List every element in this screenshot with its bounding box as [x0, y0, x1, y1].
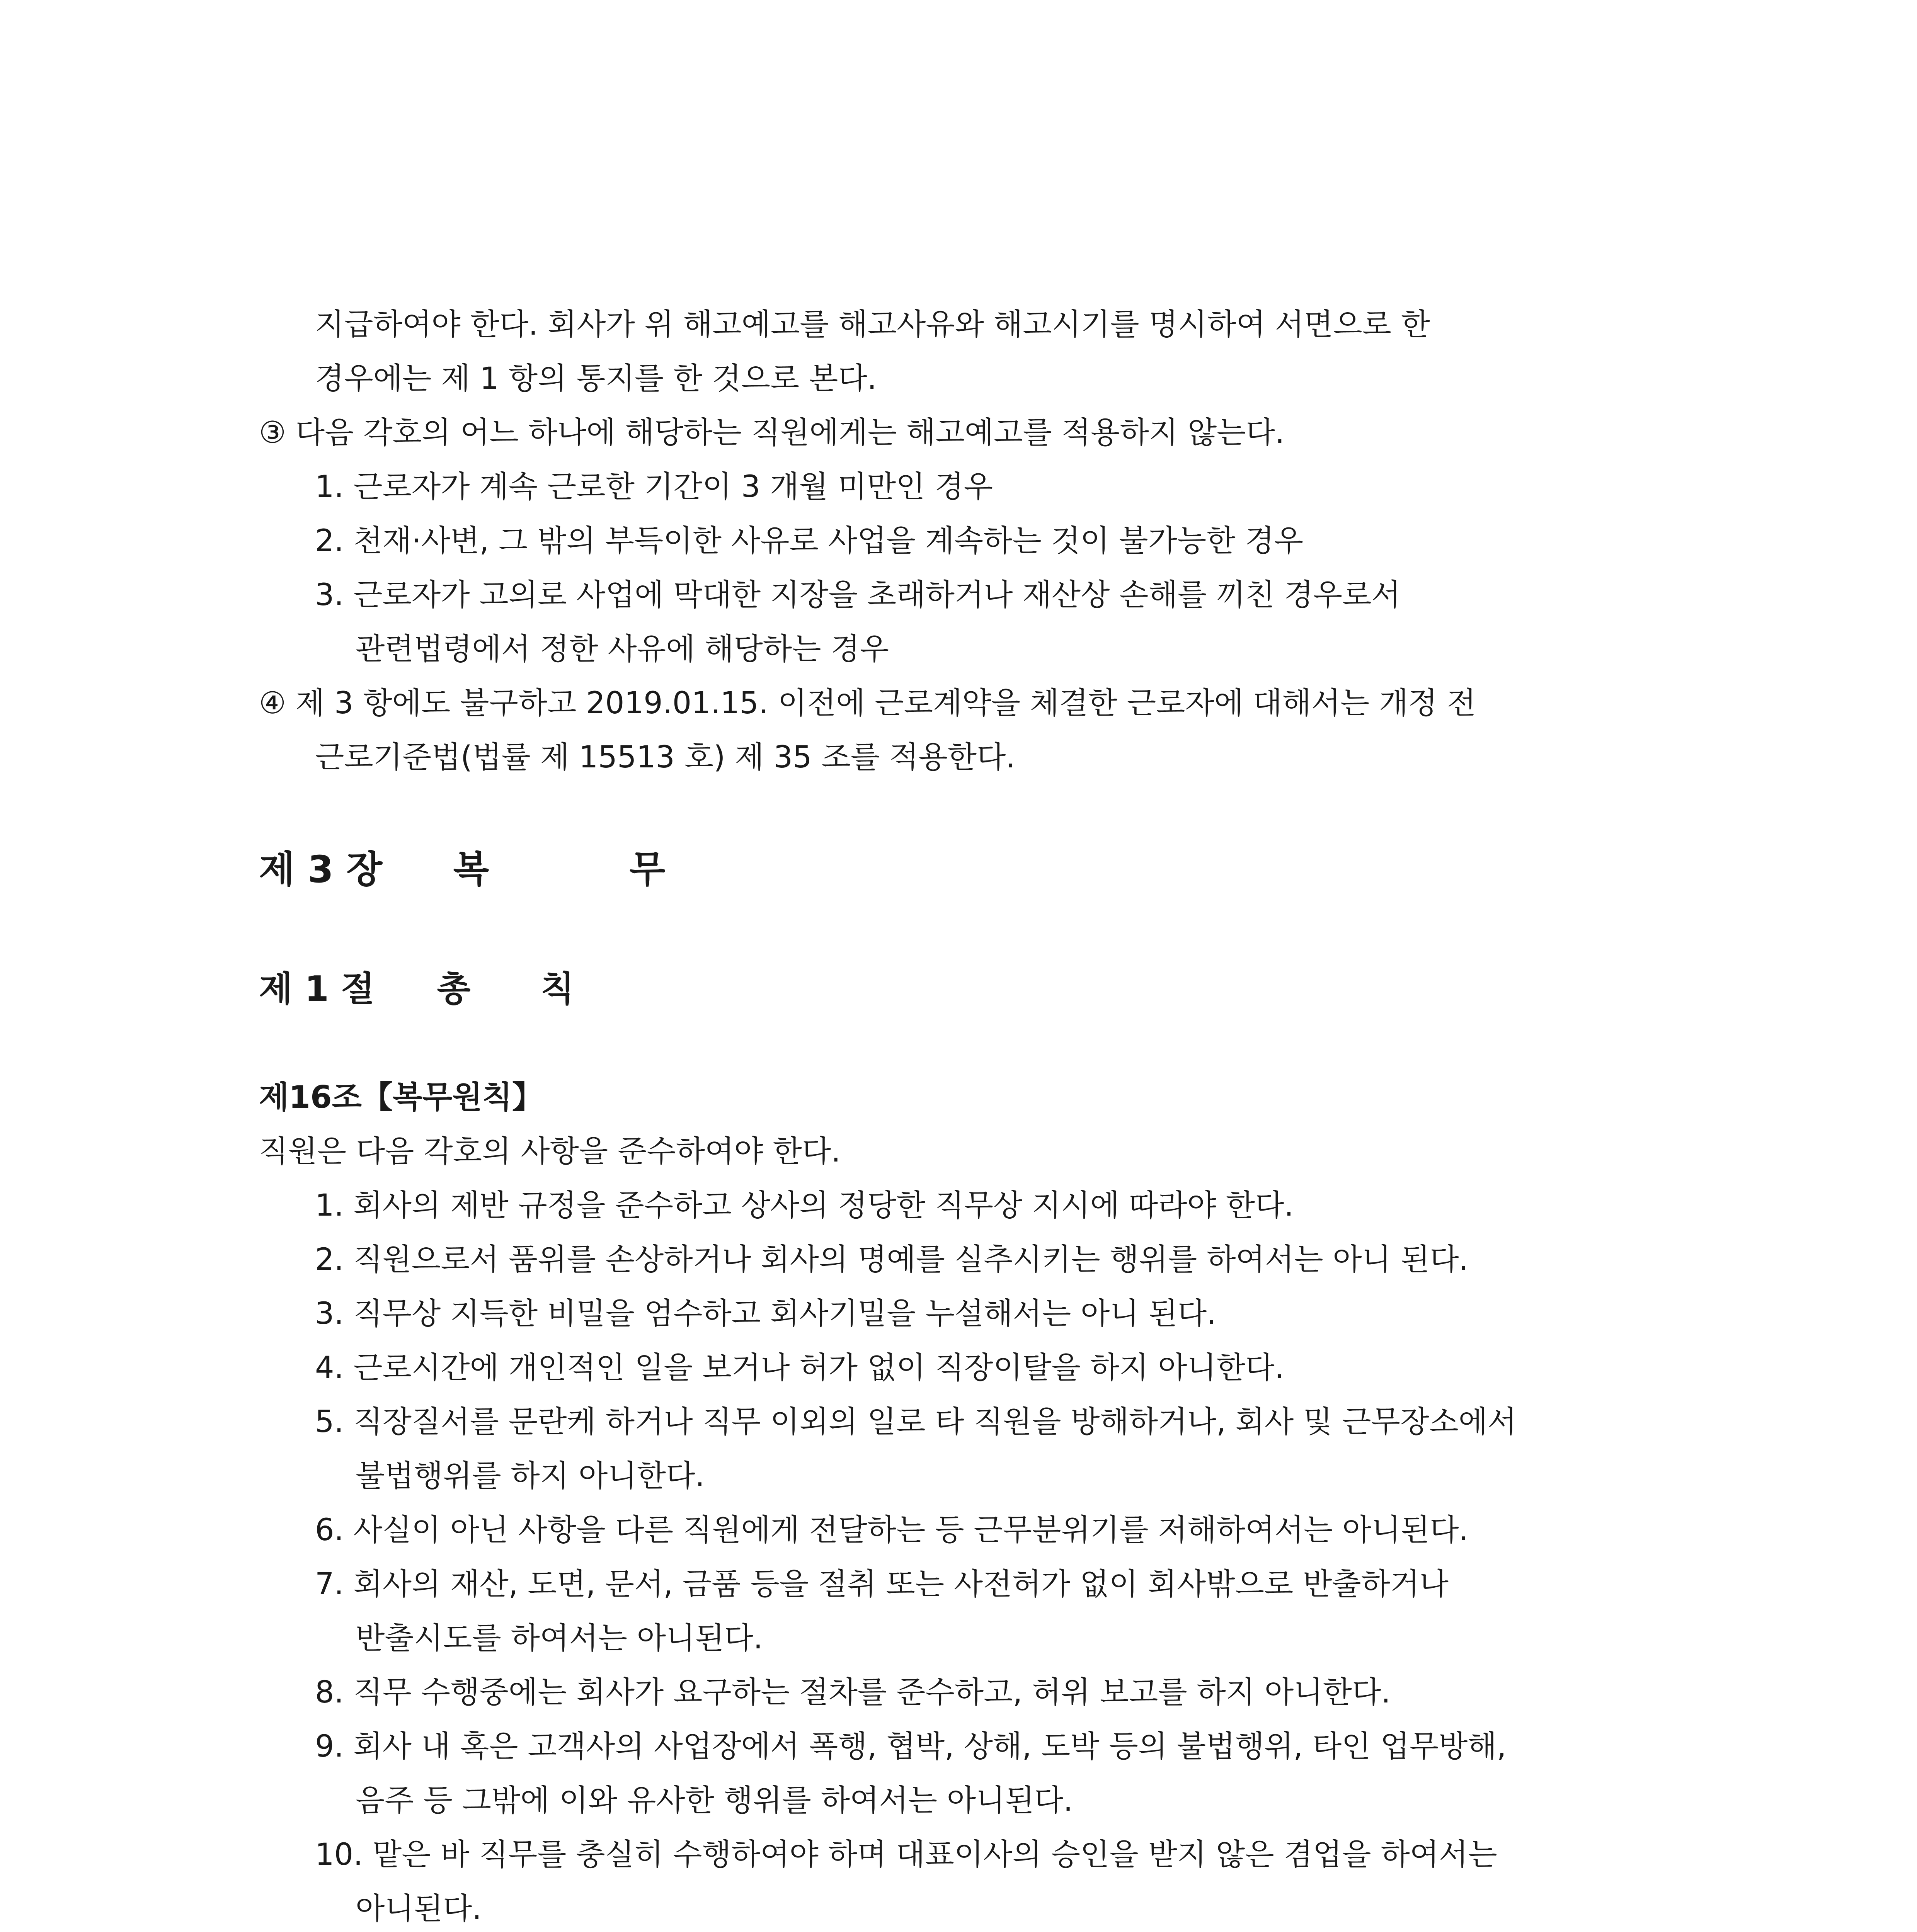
paragraph-4: ④ 제 3 항에도 불구하고 2019.01.15. 이전에 근로계약을 체결한 근로자에 대해서는 개정 전: [259, 686, 1476, 721]
chapter-number: 제 3 장: [259, 848, 383, 891]
list-item: 6. 사실이 아닌 사항을 다른 직원에게 전달하는 등 근무분위기를 저해하여서는 아니된다.: [315, 1513, 1469, 1548]
chapter-title-char: 복: [453, 848, 489, 891]
paragraph-3: ③ 다음 각호의 어느 하나에 해당하는 직원에게는 해고예고를 적용하지 않는다.: [259, 415, 1285, 450]
text-line: 경우에는 제 1 항의 통지를 한 것으로 본다.: [315, 361, 877, 396]
list-item: 9. 회사 내 혹은 고객사의 사업장에서 폭행, 협박, 상해, 도박 등의 불법행위, 타인 업무방해,: [315, 1729, 1507, 1764]
list-item: 3. 근로자가 고의로 사업에 막대한 지장을 초래하거나 재산상 손해를 끼친 경우로서: [315, 578, 1401, 612]
list-item-continuation: 불법행위를 하지 아니한다.: [356, 1459, 705, 1493]
list-item: 10. 맡은 바 직무를 충실히 수행하여야 하며 대표이사의 승인을 받지 않은 겸업을 하여서는: [315, 1837, 1497, 1872]
list-item: 8. 직무 수행중에는 회사가 요구하는 절차를 준수하고, 허위 보고를 하지 아니한다.: [315, 1675, 1391, 1710]
paragraph-4-continuation: 근로기준법(법률 제 15513 호) 제 35 조를 적용한다.: [315, 740, 1016, 775]
section-number: 제 1 절: [259, 969, 375, 1009]
list-item-continuation: 음주 등 그밖에 이와 유사한 행위를 하여서는 아니된다.: [356, 1783, 1073, 1818]
chapter-title-char: 무: [629, 848, 666, 891]
list-item: 1. 근로자가 계속 근로한 기간이 3 개월 미만인 경우: [315, 469, 993, 504]
list-item-continuation: 반출시도를 하여서는 아니된다.: [356, 1621, 763, 1656]
article-lead: 직원은 다음 각호의 사항을 준수하여야 한다.: [259, 1134, 841, 1169]
text-line: 지급하여야 한다. 회사가 위 해고예고를 해고사유와 해고시기를 명시하여 서면으로 한: [315, 307, 1430, 342]
list-item: 2. 천재·사변, 그 밖의 부득이한 사유로 사업을 계속하는 것이 불가능한 경우: [315, 524, 1304, 558]
section-title-char: 칙: [540, 969, 574, 1009]
list-item-continuation: 관련법령에서 정한 사유에 해당하는 경우: [356, 632, 889, 667]
section-heading: [259, 962, 1666, 1016]
document-body: [259, 298, 1666, 1932]
chapter-heading: [259, 842, 1666, 896]
list-item-continuation: 아니된다.: [356, 1891, 482, 1926]
list-item: 5. 직장질서를 문란케 하거나 직무 이외의 일로 타 직원을 방해하거나, 회사 및 근무장소에서: [315, 1405, 1517, 1439]
list-item: 2. 직원으로서 품위를 손상하거나 회사의 명예를 실추시키는 행위를 하여서는 아니 된다.: [315, 1242, 1469, 1277]
list-item: 7. 회사의 재산, 도면, 문서, 금품 등을 절취 또는 사전허가 없이 회사밖으로 반출하거나: [315, 1567, 1449, 1602]
section-title-char: 총: [437, 969, 471, 1009]
list-item: 1. 회사의 제반 규정을 준수하고 상사의 정당한 직무상 지시에 따라야 한다.: [315, 1188, 1294, 1223]
list-item: 4. 근로시간에 개인적인 일을 보거나 허가 없이 직장이탈을 하지 아니한다.: [315, 1350, 1284, 1385]
article-title: 제16조【복무원칙】: [259, 1079, 543, 1115]
list-item: 3. 직무상 지득한 비밀을 엄수하고 회사기밀을 누설해서는 아니 된다.: [315, 1296, 1216, 1331]
